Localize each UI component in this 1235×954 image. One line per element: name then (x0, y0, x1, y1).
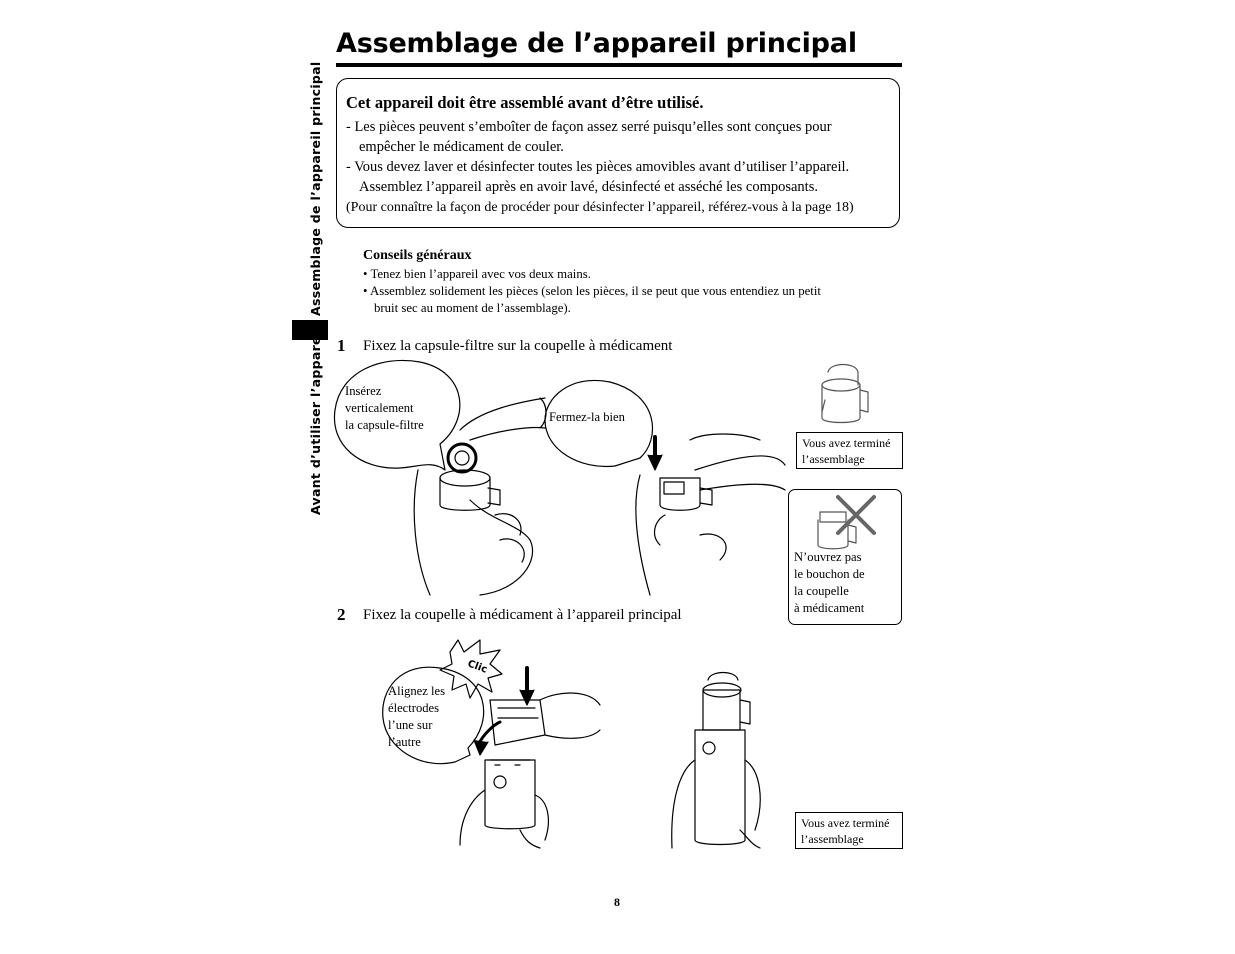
notice-heading: Cet appareil doit être assemblé avant d’être utilisé. (346, 93, 704, 112)
done-label-line: l’assemblage (802, 451, 865, 466)
callout-line: l’une sur (388, 718, 433, 732)
callout-line: la capsule-filtre (345, 418, 424, 432)
step-number: 1 (337, 336, 346, 355)
callout-line: Alignez les (388, 684, 446, 698)
callout-close-tight (549, 409, 625, 426)
step-text: Fixez la capsule-filtre sur la coupelle à médicament (363, 338, 673, 354)
done-label-line: Vous avez terminé (802, 436, 891, 450)
done-label (796, 432, 903, 469)
callout-line: l’autre (388, 735, 421, 749)
callout-line: Insérez (345, 384, 382, 398)
tip-item: • Assemblez solidement les pièces (selon les pièces, il se peut que vous entendiez un petit (363, 284, 821, 298)
warning-line: le bouchon de (794, 567, 865, 581)
clic-sound-label: Clic (465, 658, 489, 676)
callout-align-electrodes (388, 683, 445, 751)
warning-line: la coupelle (794, 584, 849, 598)
callout-insert-capsule (345, 383, 424, 434)
notice-line: (Pour connaître la façon de procéder pour désinfecter l’appareil, référez-vous à la page 18) (346, 200, 854, 215)
warning-text (794, 549, 865, 617)
callout-line: Fermez-la bien (549, 410, 625, 424)
notice-line: - Les pièces peuvent s’emboîter de façon assez serré puisqu’elles sont conçues pour (346, 119, 832, 135)
callout-line: électrodes (388, 701, 440, 715)
warning-line: N’ouvrez pas (794, 550, 862, 564)
step-number: 2 (337, 605, 346, 624)
callout-line: verticalement (345, 401, 414, 415)
warning-line: à médicament (794, 601, 865, 615)
notice-line: - Vous devez laver et désinfecter toutes les pièces amovibles avant d’utiliser l’appareil. (346, 159, 850, 175)
tips-title: Conseils généraux (363, 248, 472, 263)
notice-line: Assemblez l’appareil après en avoir lavé, désinfecté et asséché les composants. (359, 179, 818, 195)
page-title: Assemblage de l’appareil principal (336, 28, 857, 59)
notice-line: empêcher le médicament de couler. (359, 139, 564, 155)
step-text: Fixez la coupelle à médicament à l’appareil principal (363, 607, 682, 623)
done-label-line: Vous avez terminé (801, 816, 890, 830)
done-label-line: l’assemblage (801, 831, 864, 846)
tip-item: • Tenez bien l’appareil avec vos deux mains. (363, 267, 591, 281)
done-label (795, 812, 903, 849)
side-tab-section-upper: Assemblage de l’appareil principal (308, 61, 323, 316)
page-number: 8 (614, 895, 620, 909)
tip-item: bruit sec au moment de l’assemblage). (374, 301, 571, 315)
side-tab-section-lower: Avant d’utiliser l’appareil (308, 326, 323, 515)
